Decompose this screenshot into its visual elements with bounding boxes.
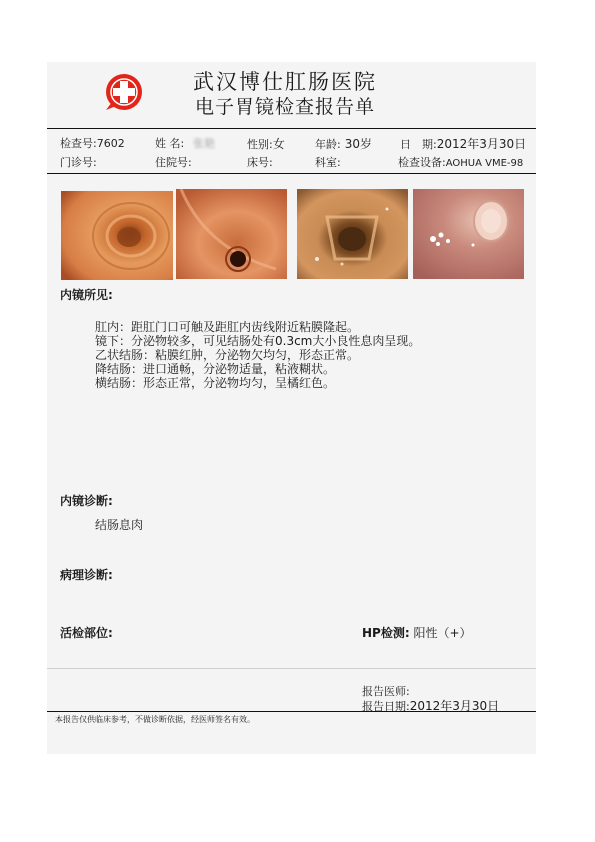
endoscopy-image-3: [297, 189, 408, 279]
patient-name: 姓 名:: [155, 137, 185, 150]
hp-test-value: 阳性（+）: [413, 626, 472, 640]
hp-test: [362, 624, 472, 641]
endoscopy-image-4: [413, 189, 524, 279]
findings-text: [95, 320, 420, 390]
findings-label: 内镜所见:: [60, 288, 113, 302]
divider-info: [47, 173, 536, 174]
endoscopy-image-2: [176, 189, 287, 279]
finding-line: 降结肠：进口通畅，分泌物适量，粘液糊状。: [95, 362, 336, 376]
doctor-label: 报告医师:: [362, 685, 410, 698]
patient-age: 年龄: 30岁: [315, 137, 372, 151]
exam-number: 检查号:7602: [60, 137, 125, 150]
department: 科室:: [315, 156, 341, 169]
red-cross-icon: [104, 72, 144, 112]
finding-line: 镜下：分泌物较多，可见结肠处有0.3cm大小良性息肉呈现。: [95, 334, 421, 348]
diagnosis-text: 结肠息肉: [95, 518, 144, 532]
exam-device: 检查设备:AOHUA VME-98: [398, 156, 524, 169]
patient-name-value: 张艳: [193, 137, 215, 150]
divider-signature: [47, 668, 536, 669]
divider-bottom: [47, 711, 536, 712]
finding-line: 横结肠：形态正常，分泌物均匀，呈橘红色。: [95, 376, 336, 390]
patient-sex: 性别:女: [247, 137, 285, 151]
hospital-name: 武汉博仕肛肠医院: [193, 70, 377, 94]
endoscopy-image-1: [61, 191, 173, 280]
report-title: 电子胃镜检查报告单: [194, 96, 375, 118]
bed-number: 床号:: [247, 156, 273, 169]
biopsy-label: 活检部位:: [60, 626, 113, 640]
pathology-label: 病理诊断:: [60, 568, 113, 582]
hp-test-label: HP检测:: [362, 626, 410, 640]
diagnosis-label: 内镜诊断:: [60, 494, 113, 508]
divider-top: [47, 128, 536, 129]
finding-line: 肛内：距肛门口可触及距肛内齿线附近粘膜隆起。: [95, 320, 360, 334]
disclaimer-note: 本报告仅供临床参考，不做诊断依据，经医师签名有效。: [55, 715, 255, 724]
inpatient-number: 住院号:: [155, 156, 192, 169]
outpatient-number: 门诊号:: [60, 156, 97, 169]
exam-date: 日 期:2012年3月30日: [400, 137, 527, 151]
report-date: 报告日期:2012年3月30日: [362, 699, 500, 713]
finding-line: 乙状结肠：粘膜红肿，分泌物欠均匀，形态正常。: [95, 348, 360, 362]
